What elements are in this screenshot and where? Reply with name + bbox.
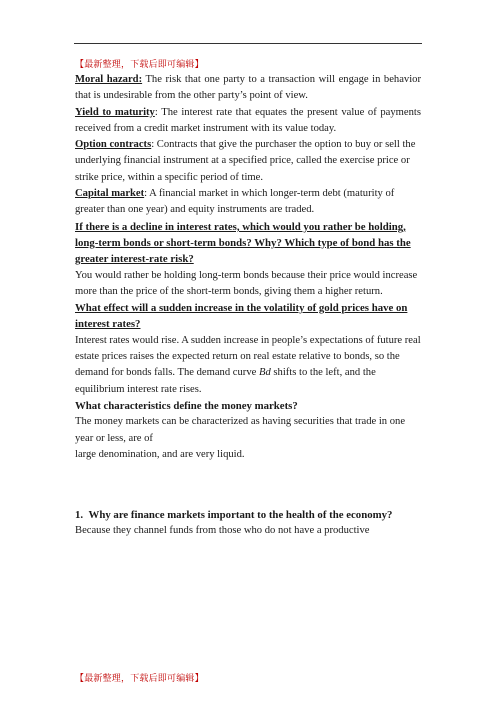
definition-option-contracts xyxy=(75,137,421,186)
term-label: Moral hazard: xyxy=(75,74,143,85)
question-gold-volatility: What effect will a sudden increase in the volatility of gold prices have on interest rates? xyxy=(75,302,408,331)
numbered-question xyxy=(75,507,421,523)
definition-text: : The interest rate that equates the present value of payments received from a credit market instrument with its value today. xyxy=(75,106,421,134)
definition-text: : Contracts that give the purchaser the option to buy or sell the underlying financial instrument at a specified price, called the exercise price or strike price, within a specific period of time. xyxy=(75,139,416,183)
footer-note: 【最新整理，下载后即可编辑】 xyxy=(75,674,204,684)
term-label: Option contracts xyxy=(75,139,152,151)
answer-money-markets-line2: large denomination, and are very liquid. xyxy=(75,448,245,460)
answer-interest-rate-decline: You would rather be holding long-term bonds because their price would increase more than the price of the short-term bonds, giving them a higher return. xyxy=(75,269,418,297)
term-label: Capital market xyxy=(75,188,145,200)
document-body xyxy=(75,72,421,540)
definition-moral-hazard xyxy=(75,72,421,105)
answer-gold-volatility: Interest rates would rise. A sudden increase in people’s expectations of future real estate prices raises the expected return on real estate relative to bonds, so the demand for bonds falls. The demand curve Bd shifts to the left, and the equilibrium interest rate rises. xyxy=(75,334,421,395)
header-note: 【最新整理，下载后即可编辑】 xyxy=(75,60,204,70)
definition-text: : A financial market in which longer-term debt (maturity of greater than one year) and equity instruments are traded. xyxy=(75,188,395,216)
header-rule xyxy=(74,43,422,44)
question-number: 1. xyxy=(75,509,84,522)
question-text: Why are finance markets important to the health of the economy? xyxy=(88,509,393,522)
question-interest-rate-decline: If there is a decline in interest rates, which would you rather be holding, long-term bonds or short-term bonds? Why? Which type of bond has the greater interest-rate risk? xyxy=(75,220,411,266)
definition-yield-to-maturity xyxy=(75,105,421,138)
answer-money-markets-line1: The money markets can be characterized as having securities that trade in one year or less, are of xyxy=(75,416,406,444)
term-label: Yield to maturity xyxy=(75,106,155,118)
definition-capital-market xyxy=(75,186,421,219)
question-money-markets: What characteristics define the money markets? xyxy=(75,399,298,412)
definition-text: The risk that one party to a transaction will engage in behavior that is undesirable from the other party’s point of view. xyxy=(75,74,421,102)
numbered-answer: Because they channel funds from those who do not have a productive xyxy=(75,525,370,537)
